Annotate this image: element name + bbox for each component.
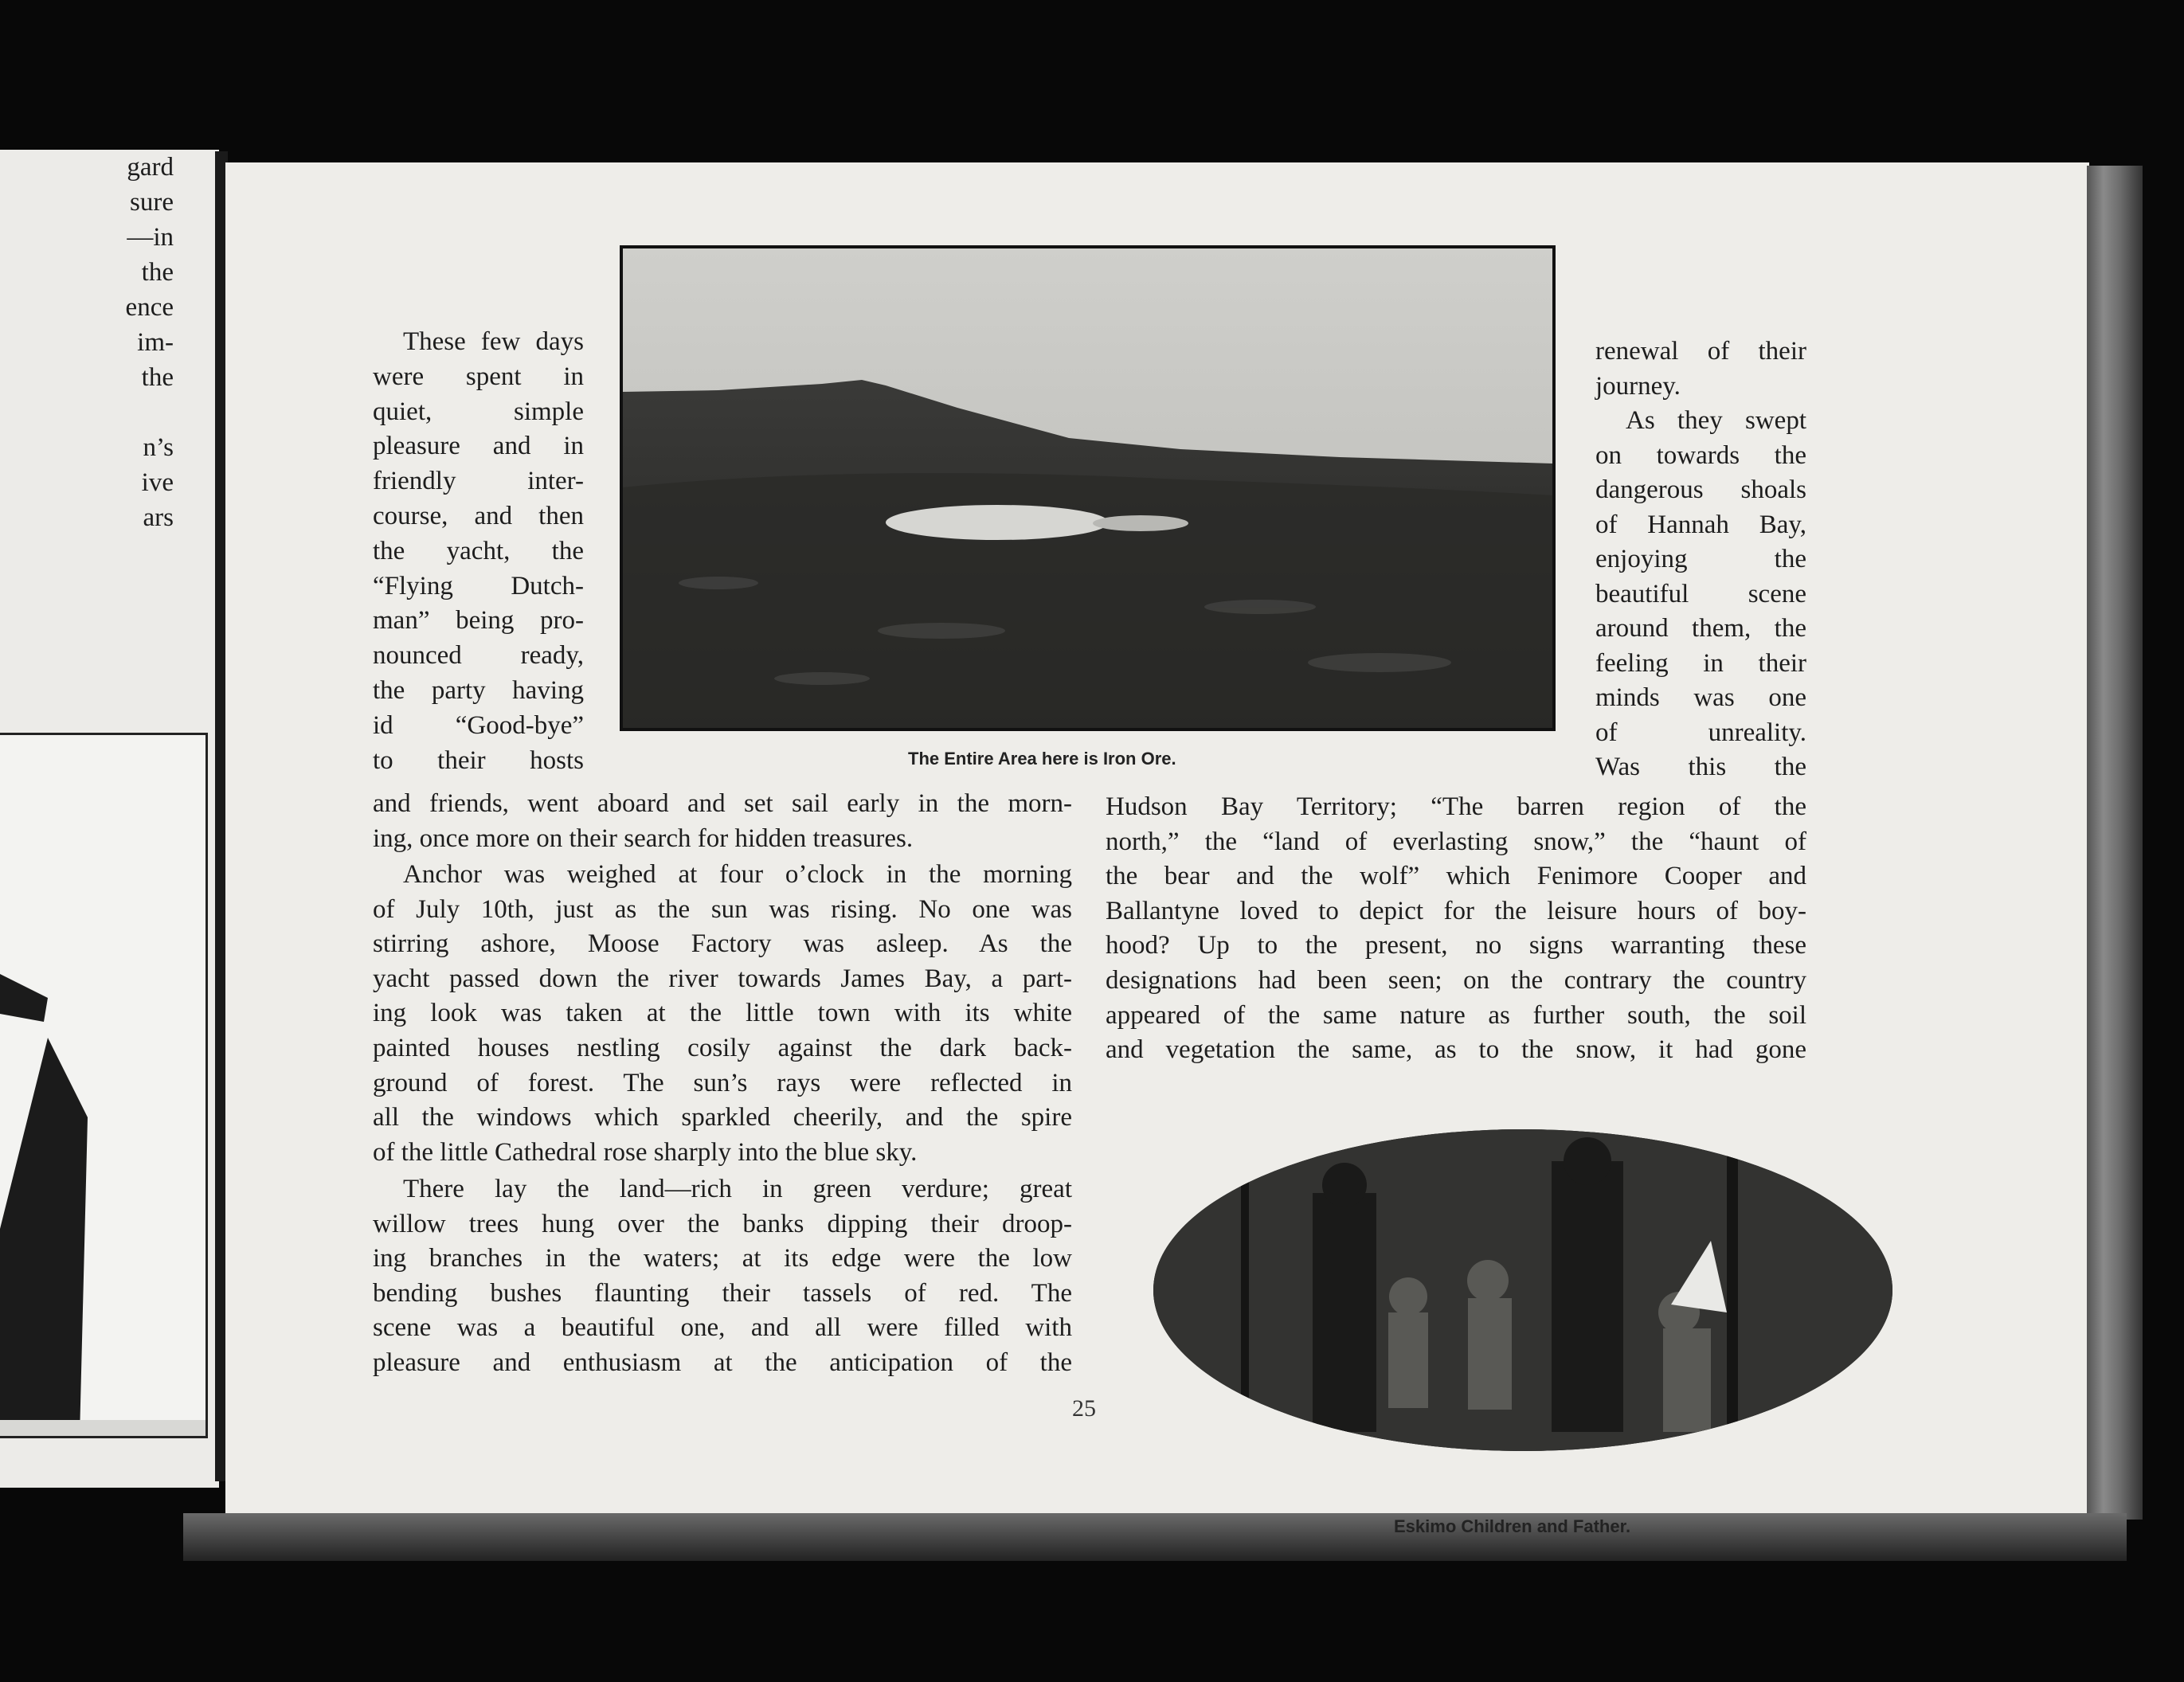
text-line: Was this the — [1595, 753, 1806, 781]
text-line: gard — [127, 153, 174, 182]
text-line: id “Good-bye” — [373, 710, 584, 740]
text-line: ence — [125, 293, 174, 322]
text-line: Ballantyne loved to depict for the leisure hours of boy- — [1106, 896, 1806, 925]
text-line — [0, 395, 174, 430]
text-line: quiet, simple — [373, 397, 584, 426]
text-line: friendly inter- — [373, 467, 584, 496]
text-line: of Hannah Bay, — [1595, 510, 1806, 539]
text-line: course, and then — [373, 501, 584, 530]
page-edge-bottom — [183, 1513, 2127, 1561]
photo2-caption: Eskimo Children and Father. — [1394, 1516, 1631, 1536]
text-line: These few days — [403, 327, 584, 356]
text-line: bending bushes flaunting their tassels of red. The — [373, 1278, 1072, 1308]
text-line: stirring ashore, Moose Factory was asleep. As the — [373, 929, 1072, 959]
text-line: appeared of the same nature as further south, the soil — [1106, 1000, 1806, 1030]
text-line: and friends, went aboard and set sail early in the morn- — [373, 789, 1072, 818]
text-line: ive — [141, 468, 174, 497]
right-narrow-column — [1595, 334, 1806, 785]
left-page-image-fragment — [0, 733, 208, 1438]
text-line: feeling in their — [1595, 648, 1806, 678]
page-number: 25 — [1072, 1395, 1096, 1422]
text-line: ground of forest. The sun’s rays were reflected in — [373, 1068, 1072, 1097]
text-line: enjoying the — [1595, 545, 1806, 573]
text-line: of July 10th, just as the sun was rising. No one was — [373, 894, 1072, 924]
text-line: —in — [127, 223, 174, 252]
text-line: minds was one — [1595, 683, 1806, 712]
eskimo-family-image — [1153, 1129, 1892, 1451]
text-line: pleasure and enthusiasm at the anticipation of the — [373, 1348, 1072, 1377]
text-line: ing look was taken at the little town with its white — [373, 999, 1072, 1028]
text-line: were spent in — [373, 362, 584, 391]
text-line: of the little Cathedral rose sharply into the blue sky. — [373, 1137, 918, 1167]
text-line: dangerous shoals — [1595, 475, 1806, 504]
text-line: around them, the — [1595, 614, 1806, 643]
text-line: of unreality. — [1595, 718, 1806, 747]
text-line: beautiful scene — [1595, 579, 1806, 608]
text-line: designations had been seen; on the contrary the country — [1106, 965, 1806, 995]
paragraph-anchor-weighed — [373, 858, 1072, 1170]
text-line: hood? Up to the present, no signs warranting these — [1106, 931, 1806, 960]
text-line: journey. — [1595, 371, 1681, 401]
text-line: pleasure and in — [373, 432, 584, 461]
text-line: renewal of their — [1595, 337, 1806, 366]
text-line: the yacht, the — [373, 536, 584, 565]
text-line: Anchor was weighed at four o’clock in the morning — [403, 860, 1072, 889]
landscape-image — [623, 248, 1552, 728]
text-line: There lay the land—rich in green verdure; great — [403, 1175, 1072, 1203]
text-line: As they swept — [1626, 406, 1806, 435]
text-line: scene was a beautiful one, and all were filled with — [373, 1313, 1072, 1343]
text-line: the — [141, 258, 174, 287]
left-page-text-fragment — [0, 150, 174, 535]
text-line: nounced ready, — [373, 641, 584, 671]
text-line: on towards the — [1595, 440, 1806, 470]
text-line: ing, once more on their search for hidden treasures. — [373, 823, 914, 853]
text-line: and vegetation the same, as to the snow, it had gone — [1106, 1035, 1806, 1065]
photo1-caption: The Entire Area here is Iron Ore. — [908, 749, 1176, 769]
text-line: to their hosts — [373, 745, 584, 775]
left-full-column — [373, 787, 1072, 856]
eskimo-children-photo — [1153, 1129, 1892, 1451]
iron-ore-landscape-photo — [620, 245, 1556, 731]
text-line: willow trees hung over the banks dipping their droop- — [373, 1209, 1072, 1238]
text-line: painted houses nestling cosily against the dark back- — [373, 1033, 1072, 1062]
left-narrow-column — [373, 325, 584, 778]
text-line: ing branches in the waters; at its edge were the low — [373, 1244, 1072, 1273]
text-line: n’s — [143, 433, 174, 462]
text-line: “Flying Dutch- — [373, 571, 584, 600]
page-edge-right — [2087, 166, 2143, 1520]
paragraph-land-verdure — [373, 1172, 1072, 1381]
sail-image — [0, 735, 205, 1436]
text-line: yacht passed down the river towards James Bay, a part- — [373, 964, 1072, 993]
text-line: the party having — [373, 675, 584, 705]
text-line: Hudson Bay Territory; “The barren region of the — [1106, 792, 1806, 821]
text-line: ars — [143, 503, 174, 532]
text-line: sure — [130, 188, 174, 217]
text-line: im- — [137, 328, 174, 357]
text-line: the — [141, 363, 174, 392]
text-line: all the windows which sparkled cheerily, and the spire — [373, 1103, 1072, 1132]
text-line: man” being pro- — [373, 606, 584, 636]
text-line: north,” the “land of everlasting snow,” the “haunt of — [1106, 827, 1806, 856]
text-line: the bear and the wolf” which Fenimore Cooper and — [1106, 862, 1806, 891]
right-full-column — [1106, 790, 1806, 1068]
